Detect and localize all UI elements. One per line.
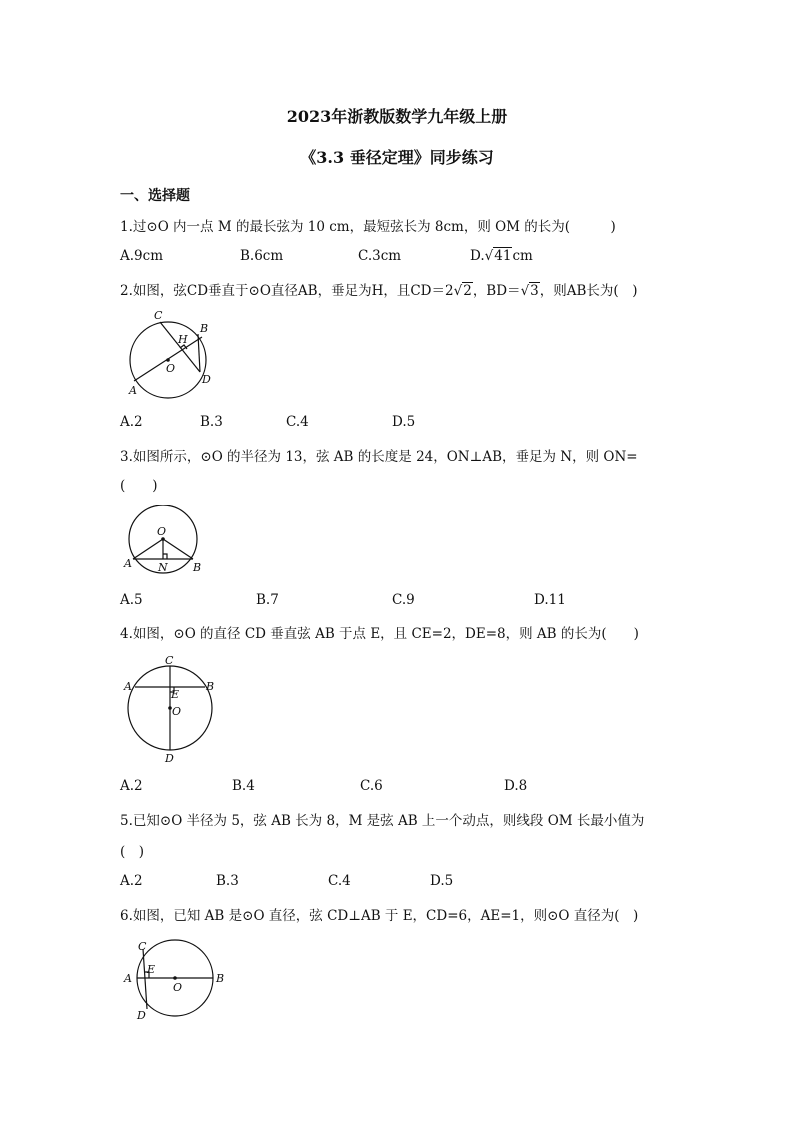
fig3-label-b: B bbox=[193, 561, 202, 574]
q5-option-a: A.2 bbox=[120, 873, 143, 889]
fig6-label-o: O bbox=[173, 981, 183, 994]
q2-option-d: D.5 bbox=[392, 414, 416, 430]
question-6-stem: 6.如图，已知 AB 是⊙O 直径，弦 CD⊥AB 于 E，CD=6，AE=1，则⊙O 直径为( ) bbox=[120, 908, 639, 924]
question-6-figure bbox=[118, 935, 238, 1025]
q1-option-a: A.9cm bbox=[120, 248, 163, 264]
fig6-label-c: C bbox=[138, 940, 147, 953]
fig6-label-e: E bbox=[147, 963, 156, 976]
question-2-options bbox=[120, 414, 720, 434]
fig4-label-d: D bbox=[165, 752, 174, 765]
q3-option-c: C.9 bbox=[392, 592, 415, 608]
q4-option-a: A.2 bbox=[120, 778, 143, 794]
question-1-stem: 1.过⊙O 内一点 M 的最长弦为 10 cm，最短弦长为 8cm，则 OM 的长为( ) bbox=[120, 219, 616, 235]
fig4-label-o: O bbox=[172, 705, 182, 718]
fig4-label-a: A bbox=[124, 680, 132, 693]
question-3-figure bbox=[118, 505, 213, 580]
fig6-label-d: D bbox=[137, 1009, 146, 1022]
q5-option-d: D.5 bbox=[430, 873, 454, 889]
question-4-stem: 4.如图，⊙O 的直径 CD 垂直弦 AB 于点 E，且 CE=2，DE=8，则 AB 的长为( ) bbox=[120, 626, 639, 642]
q5-option-c: C.4 bbox=[328, 873, 351, 889]
q4-option-c: C.6 bbox=[360, 778, 383, 794]
fig2-label-d: D bbox=[202, 373, 211, 386]
q1-option-d: D.√41cm bbox=[470, 248, 533, 264]
question-3-stem-line1: 3.如图所示，⊙O 的半径为 13，弦 AB 的长度是 24，ON⊥AB，垂足为 N，则 ON= bbox=[120, 449, 638, 465]
question-2-stem: 2.如图，弦CD垂直于⊙O直径AB，垂足为H，且CD＝2√2，BD＝√3，则AB长为( ) bbox=[120, 283, 638, 299]
question-4-options bbox=[120, 778, 720, 798]
q5-option-b: B.3 bbox=[216, 873, 239, 889]
fig2-label-o: O bbox=[166, 362, 176, 375]
q4-option-d: D.8 bbox=[504, 778, 528, 794]
fig4-label-e: E bbox=[171, 688, 180, 701]
question-5-options bbox=[120, 873, 720, 893]
question-1-options bbox=[120, 248, 720, 268]
fig2-label-c: C bbox=[154, 309, 163, 322]
fig4-label-b: B bbox=[206, 680, 215, 693]
fig4-label-c: C bbox=[165, 654, 174, 667]
fig6-label-a: A bbox=[124, 972, 132, 985]
document-title: 2023年浙教版数学九年级上册 bbox=[286, 107, 508, 126]
fig6-label-b: B bbox=[216, 972, 225, 985]
q3-option-b: B.7 bbox=[256, 592, 279, 608]
question-4-figure bbox=[118, 652, 228, 767]
section-heading: 一、选择题 bbox=[120, 188, 190, 204]
q1-option-b: B.6cm bbox=[240, 248, 284, 264]
fig3-label-a: A bbox=[124, 557, 132, 570]
fig3-label-o: O bbox=[157, 525, 167, 538]
fig2-label-h: H bbox=[178, 333, 188, 346]
fig2-label-b: B bbox=[200, 322, 209, 335]
question-5-stem-line2: ( ) bbox=[120, 844, 145, 860]
q3-option-a: A.5 bbox=[120, 592, 143, 608]
q2-option-b: B.3 bbox=[200, 414, 223, 430]
question-3-stem-line2: ( ) bbox=[120, 478, 158, 494]
fig2-label-a: A bbox=[129, 384, 137, 397]
q2-option-a: A.2 bbox=[120, 414, 143, 430]
q1-option-c: C.3cm bbox=[358, 248, 402, 264]
question-2-figure bbox=[118, 305, 228, 400]
q2-option-c: C.4 bbox=[286, 414, 309, 430]
q4-option-b: B.4 bbox=[232, 778, 255, 794]
q3-option-d: D.11 bbox=[534, 592, 566, 608]
document-subtitle: 《3.3 垂径定理》同步练习 bbox=[300, 148, 494, 167]
question-3-options bbox=[120, 592, 720, 612]
fig3-label-n: N bbox=[158, 561, 168, 574]
question-5-stem-line1: 5.已知⊙O 半径为 5，弦 AB 长为 8，M 是弦 AB 上一个动点，则线段 OM 长最小值为 bbox=[120, 813, 645, 829]
